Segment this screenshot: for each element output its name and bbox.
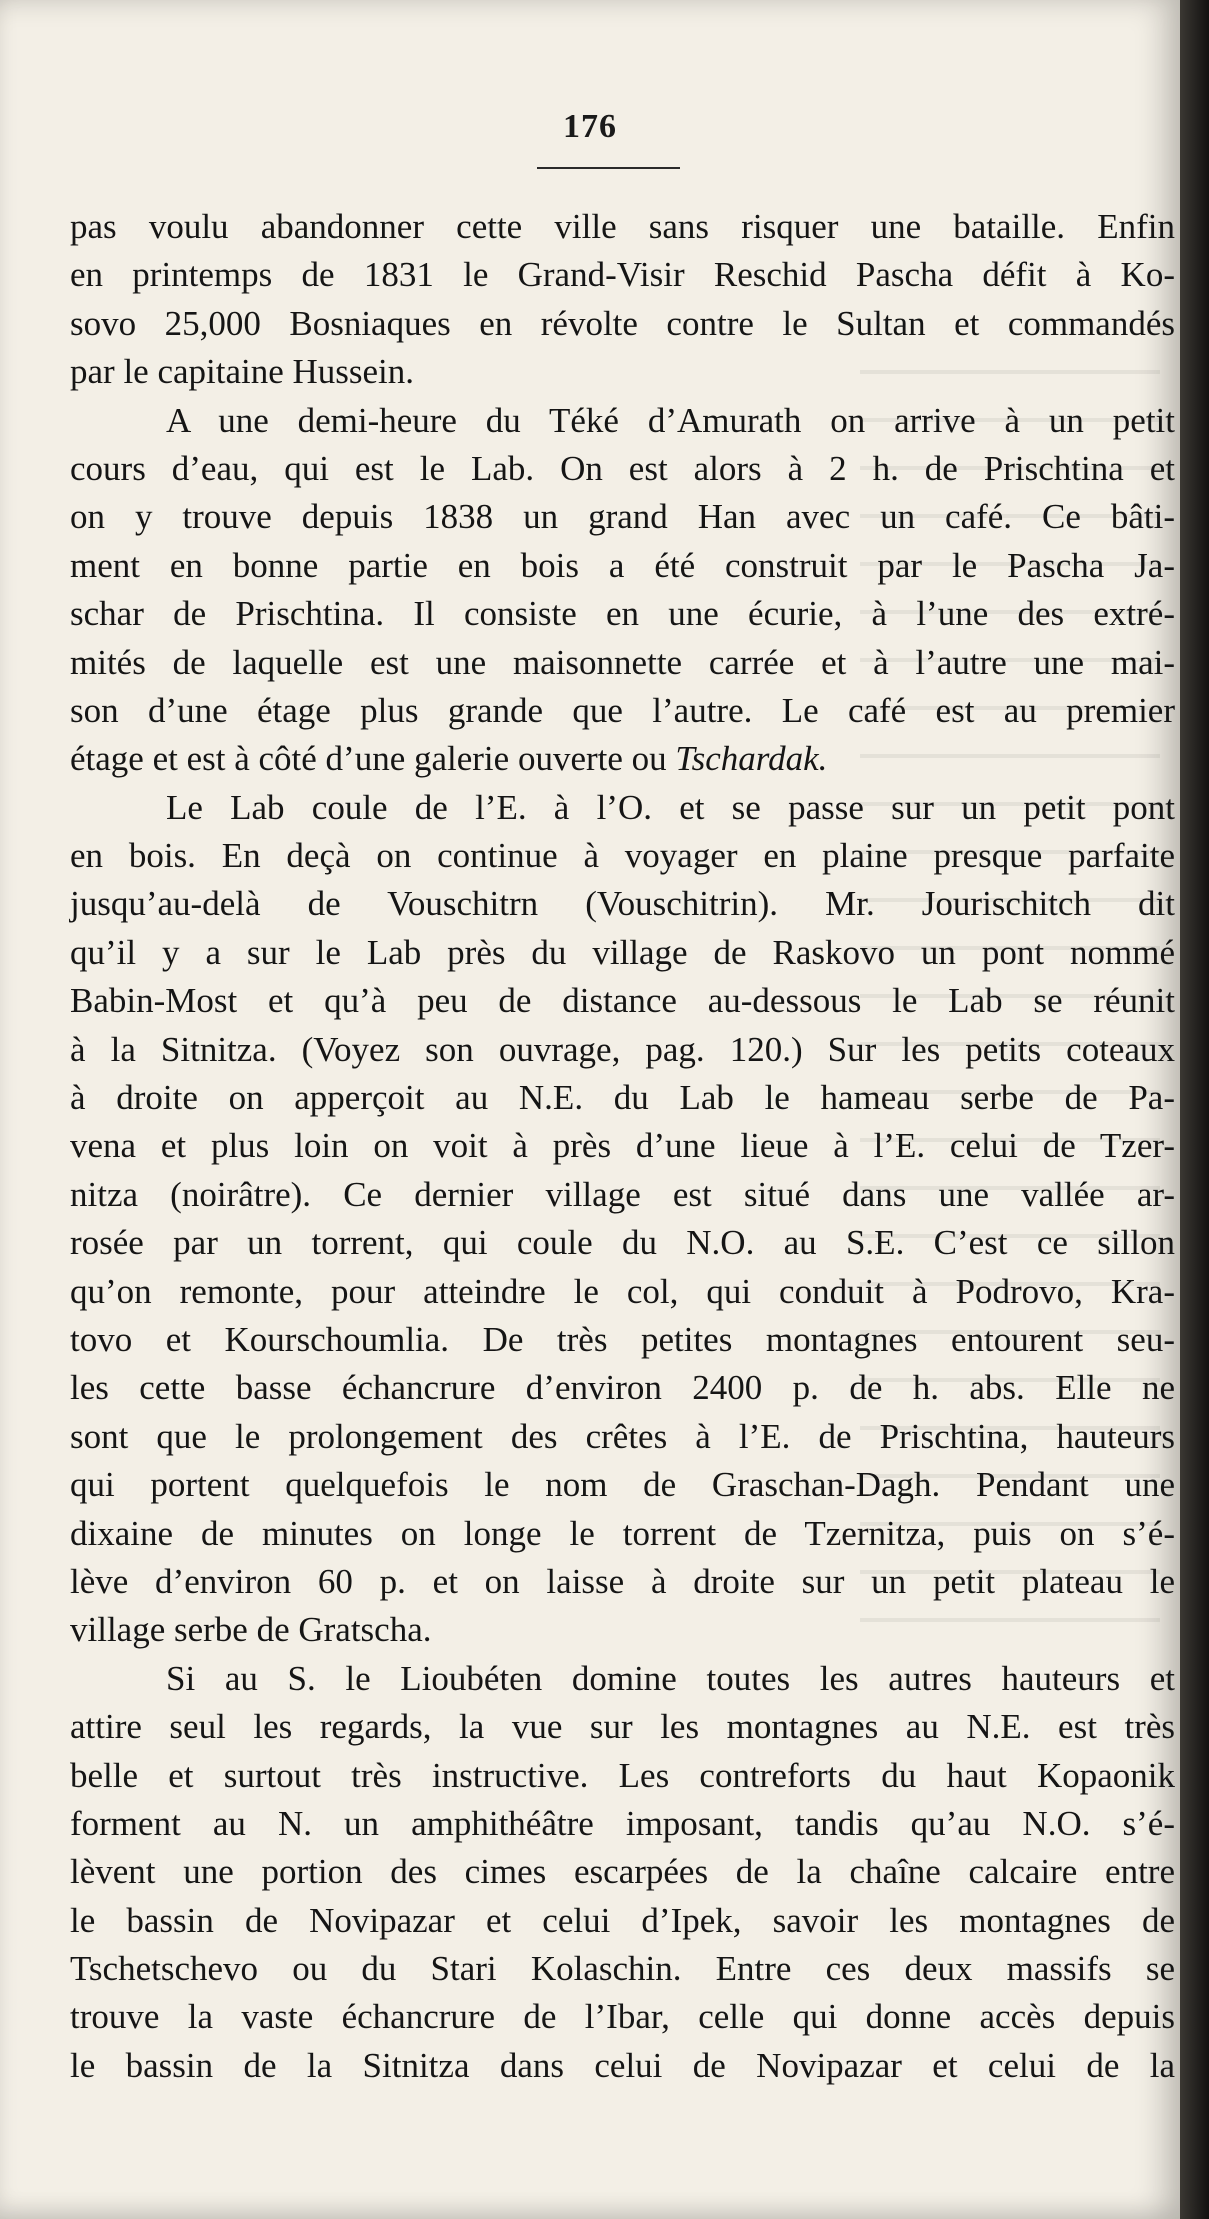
text-line: ment en bonne partie en bois a été construit par le Pascha Ja-	[70, 545, 1175, 585]
text-line: sont que le prolongement des crêtes à l’E. de Prischtina, hauteurs	[70, 1416, 1175, 1456]
text-line: le bassin de Novipazar et celui d’Ipek, savoir les montagnes de	[70, 1900, 1175, 1940]
text-line: rosée par un torrent, qui coule du N.O. au S.E. C’est ce sillon	[70, 1223, 1175, 1263]
text-line: A une demi-heure du Téké d’Amurath on arrive à un petit	[166, 400, 1175, 440]
text-line: qu’il y a sur le Lab près du village de Raskovo un pont nommé	[70, 932, 1175, 972]
text-line: lève d’environ 60 p. et on laisse à droite sur un petit plateau le	[70, 1561, 1175, 1601]
text-line: sovo 25,000 Bosniaques en révolte contre le Sultan et commandés	[70, 303, 1175, 343]
text-line: tovo et Kourschoumlia. De très petites montagnes entourent seu-	[70, 1319, 1175, 1359]
text-line: on y trouve depuis 1838 un grand Han avec un café. Ce bâti-	[70, 497, 1175, 537]
text-line: mités de laquelle est une maisonnette carrée et à l’autre une mai-	[70, 642, 1175, 682]
text-line: Babin-Most et qu’à peu de distance au-dessous le Lab se réunit	[70, 981, 1175, 1021]
text-line: le bassin de la Sitnitza dans celui de Novipazar et celui de la	[70, 2045, 1175, 2085]
text-line: belle et surtout très instructive. Les contreforts du haut Kopaonik	[70, 1755, 1175, 1795]
text-line: à droite on apperçoit au N.E. du Lab le hameau serbe de Pa-	[70, 1078, 1175, 1118]
text-line: Le Lab coule de l’E. à l’O. et se passe sur un petit pont	[166, 787, 1175, 827]
text-line: Tschetschevo ou du Stari Kolaschin. Entre ces deux massifs se	[70, 1949, 1175, 1989]
page-edge-shadow	[1180, 0, 1209, 2219]
text-line	[70, 735, 1175, 783]
text-line: lèvent une portion des cimes escarpées de la chaîne calcaire entre	[70, 1852, 1175, 1892]
text-line: nitza (noirâtre). Ce dernier village est situé dans une vallée ar-	[70, 1174, 1175, 1214]
text-line: cours d’eau, qui est le Lab. On est alors à 2 h. de Prischtina et	[70, 448, 1175, 488]
text-line: en printemps de 1831 le Grand-Visir Reschid Pascha défit à Ko-	[70, 255, 1175, 295]
text-line: pas voulu abandonner cette ville sans risquer une bataille. Enfin	[70, 207, 1175, 246]
text-line: en bois. En deçà on continue à voyager en plaine presque parfaite	[70, 836, 1175, 876]
text-line: les cette basse échancrure d’environ 2400 p. de h. abs. Elle ne	[70, 1368, 1175, 1408]
text-line: qui portent quelquefois le nom de Graschan-Dagh. Pendant une	[70, 1465, 1175, 1505]
page-number: 176	[563, 108, 617, 145]
header-rule	[537, 167, 680, 169]
text-line: son d’une étage plus grande que l’autre. Le café est au premier	[70, 690, 1175, 730]
text-line-start: étage et est à côté d’une galerie ouverte ou	[70, 739, 676, 779]
text-line: village serbe de Gratscha.	[70, 1610, 432, 1650]
text-line: vena et plus loin on voit à près d’une lieue à l’E. celui de Tzer-	[70, 1126, 1175, 1166]
body-text	[70, 203, 1175, 2090]
text-line: trouve la vaste échancrure de l’Ibar, celle qui donne accès depuis	[70, 1997, 1175, 2037]
text-line: Si au S. le Lioubéten domine toutes les autres hauteurs et	[166, 1658, 1175, 1698]
text-line: à la Sitnitza. (Voyez son ouvrage, pag. 120.) Sur les petits coteaux	[70, 1029, 1175, 1069]
text-line: attire seul les regards, la vue sur les montagnes au N.E. est très	[70, 1707, 1175, 1747]
text-line: par le capitaine Hussein.	[70, 352, 415, 392]
text-line: dixaine de minutes on longe le torrent de Tzernitza, puis on s’é-	[70, 1513, 1175, 1553]
text-line: schar de Prischtina. Il consiste en une écurie, à l’une des extré-	[70, 594, 1175, 634]
text-line: qu’on remonte, pour atteindre le col, qui conduit à Podrovo, Kra-	[70, 1271, 1175, 1311]
text-line: jusqu’au-delà de Vouschitrn (Vouschitrin). Mr. Jourischitch dit	[70, 884, 1175, 924]
text-line: forment au N. un amphithéâtre imposant, tandis qu’au N.O. s’é-	[70, 1803, 1175, 1843]
italic-term: Tschardak.	[675, 739, 828, 779]
